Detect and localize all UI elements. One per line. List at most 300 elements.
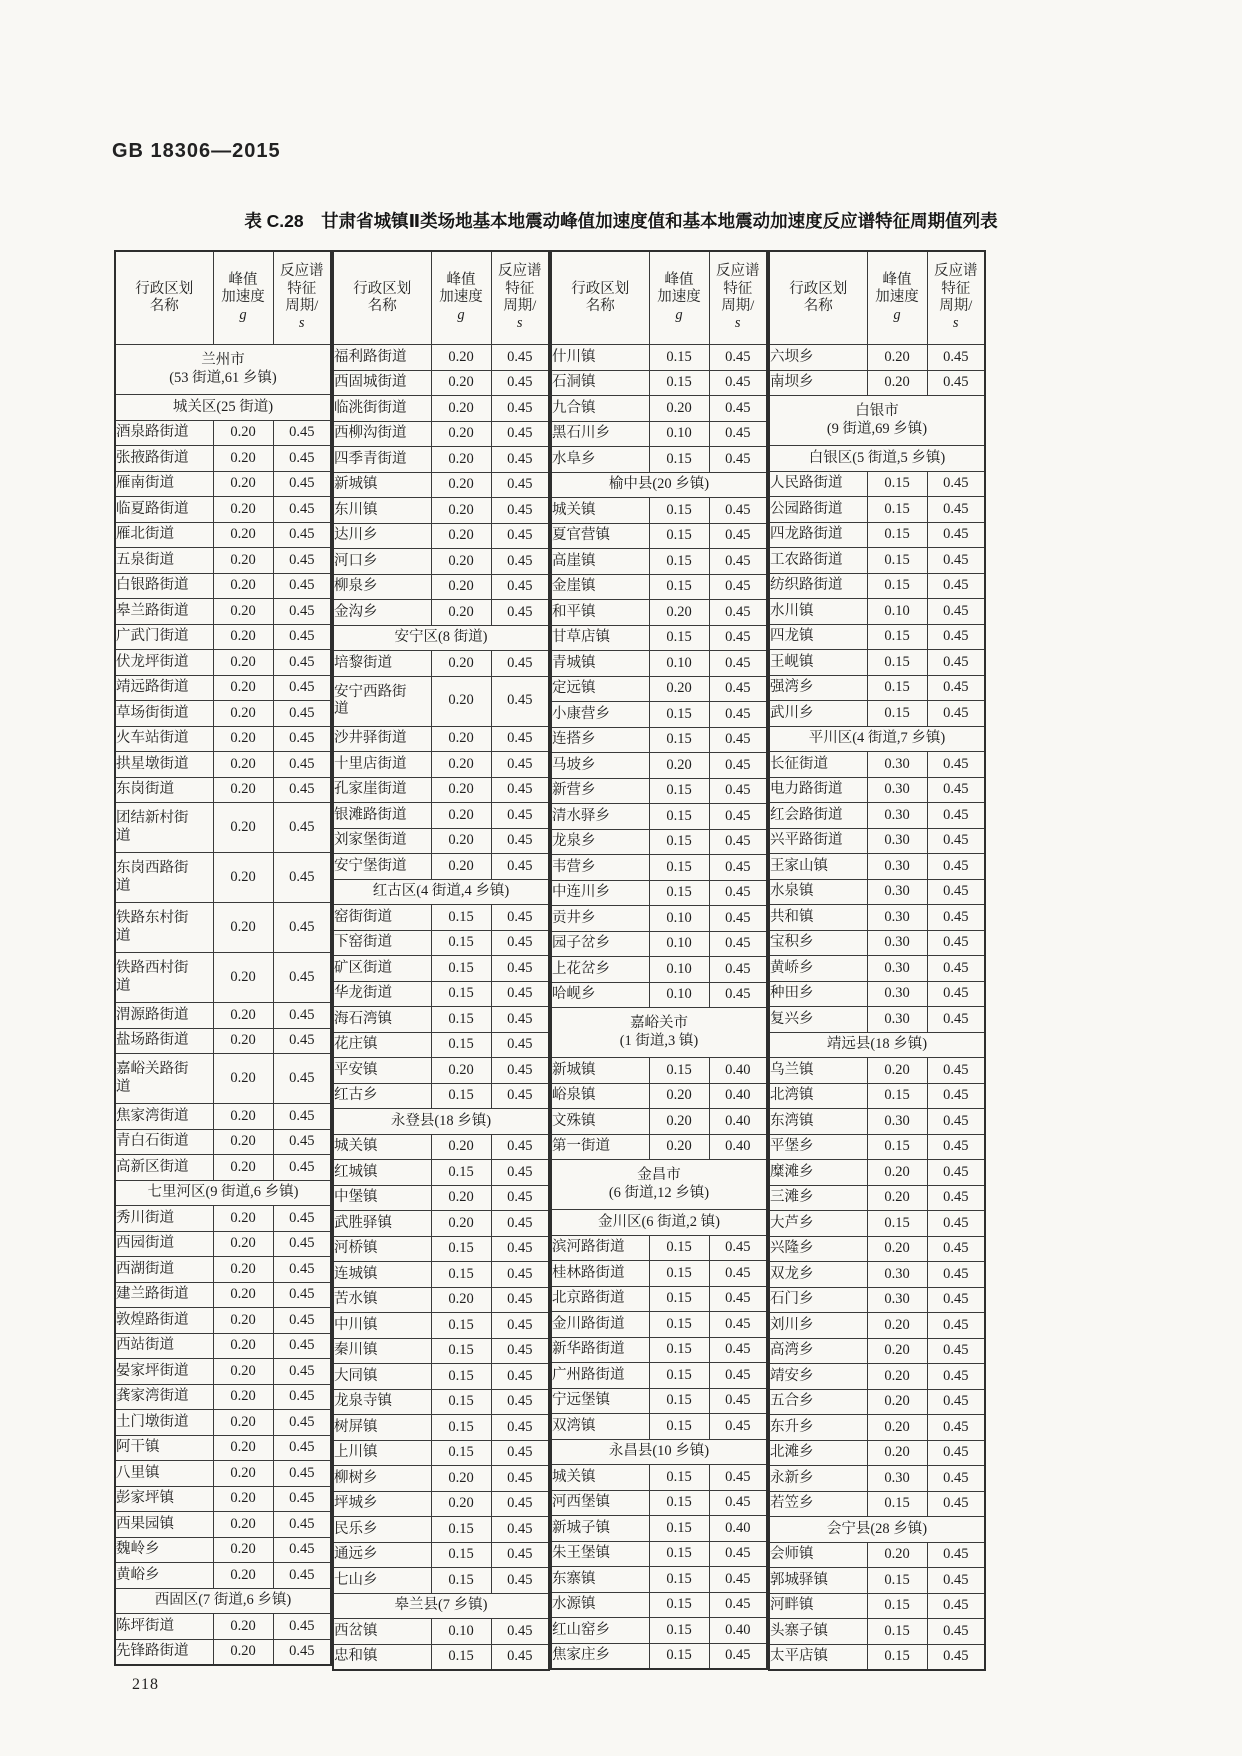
table-row (333, 574, 549, 600)
cell-district-name: 东川镇 (333, 498, 431, 524)
cell-district-name: 福利路街道 (333, 345, 431, 371)
cell-spectrum-period: 0.45 (273, 1054, 331, 1104)
header-cell-spectrum-period: 反应谱 特征 周期/ s (709, 251, 767, 345)
cell-spectrum-period: 0.45 (709, 421, 767, 447)
cell-spectrum-period: 0.45 (927, 1236, 985, 1262)
header-cell-district-name: 行政区划 名称 (333, 251, 431, 345)
cell-district-name: 达川乡 (333, 523, 431, 549)
table-row (333, 549, 549, 575)
cell-district-name: 上川镇 (333, 1440, 431, 1466)
cell-district-name: 峪泉镇 (551, 1083, 649, 1109)
cell-district-name: 皋兰路街道 (115, 599, 213, 625)
cell-spectrum-period: 0.45 (709, 829, 767, 855)
cell-spectrum-period: 0.45 (709, 498, 767, 524)
section-row (769, 1032, 985, 1058)
table-row (551, 625, 767, 651)
table-header-row (551, 251, 767, 345)
table-row (115, 1155, 331, 1181)
cell-spectrum-period: 0.45 (927, 1415, 985, 1441)
cell-peak-acceleration: 0.15 (649, 498, 709, 524)
section-label: 永登县(18 乡镇) (333, 1109, 549, 1135)
cell-district-name: 小康营乡 (551, 702, 649, 728)
cell-spectrum-period: 0.45 (709, 676, 767, 702)
cell-spectrum-period: 0.45 (491, 574, 549, 600)
cell-peak-acceleration: 0.20 (431, 1287, 491, 1313)
cell-peak-acceleration: 0.30 (867, 1109, 927, 1135)
cell-spectrum-period: 0.45 (709, 370, 767, 396)
cell-district-name: 西果园镇 (115, 1512, 213, 1538)
cell-district-name: 石洞镇 (551, 370, 649, 396)
section-label: 兰州市 (53 街道,61 乡镇) (115, 345, 331, 395)
table-row (115, 599, 331, 625)
cell-spectrum-period: 0.45 (273, 1614, 331, 1640)
cell-peak-acceleration: 0.20 (431, 370, 491, 396)
table-row (333, 421, 549, 447)
cell-spectrum-period: 0.45 (709, 523, 767, 549)
table-row (115, 497, 331, 523)
table-row (551, 1134, 767, 1160)
section-label: 嘉峪关市 (1 街道,3 镇) (551, 1008, 767, 1058)
cell-district-name: 强湾乡 (769, 675, 867, 701)
cell-district-name: 北滩乡 (769, 1440, 867, 1466)
cell-district-name: 兴平路街道 (769, 828, 867, 854)
cell-peak-acceleration: 0.15 (431, 981, 491, 1007)
cell-district-name: 城关镇 (551, 498, 649, 524)
cell-spectrum-period: 0.45 (927, 1568, 985, 1594)
cell-spectrum-period: 0.45 (491, 1032, 549, 1058)
cell-district-name: 高新区街道 (115, 1155, 213, 1181)
cell-spectrum-period: 0.45 (491, 981, 549, 1007)
cell-spectrum-period: 0.45 (273, 1231, 331, 1257)
cell-peak-acceleration: 0.20 (867, 1236, 927, 1262)
cell-spectrum-period: 0.45 (491, 828, 549, 854)
cell-district-name: 宝积乡 (769, 930, 867, 956)
cell-peak-acceleration: 0.15 (867, 624, 927, 650)
cell-district-name: 铁路西村街 道 (115, 953, 213, 1003)
cell-district-name: 忠和镇 (333, 1644, 431, 1670)
cell-peak-acceleration: 0.20 (867, 1364, 927, 1390)
cell-peak-acceleration: 0.15 (867, 701, 927, 727)
cell-peak-acceleration: 0.20 (213, 1639, 273, 1665)
cell-spectrum-period: 0.45 (709, 906, 767, 932)
cell-spectrum-period: 0.45 (927, 1338, 985, 1364)
table-row (769, 675, 985, 701)
cell-spectrum-period: 0.45 (709, 1643, 767, 1669)
cell-district-name: 先锋路街道 (115, 1639, 213, 1665)
table-row (333, 981, 549, 1007)
cell-spectrum-period: 0.45 (927, 624, 985, 650)
cell-district-name: 夏官营镇 (551, 523, 649, 549)
cell-district-name: 太平店镇 (769, 1644, 867, 1670)
cell-district-name: 西柳沟街道 (333, 421, 431, 447)
cell-spectrum-period: 0.45 (927, 1185, 985, 1211)
cell-peak-acceleration: 0.20 (213, 1231, 273, 1257)
table-row (769, 956, 985, 982)
table-row (769, 370, 985, 396)
cell-peak-acceleration: 0.30 (867, 828, 927, 854)
table-row (769, 497, 985, 523)
cell-peak-acceleration: 0.20 (431, 600, 491, 626)
cell-district-name: 龙泉寺镇 (333, 1389, 431, 1415)
cell-spectrum-period: 0.45 (491, 1491, 549, 1517)
cell-peak-acceleration: 0.15 (649, 523, 709, 549)
cell-spectrum-period: 0.45 (709, 1235, 767, 1261)
cell-district-name: 平安镇 (333, 1058, 431, 1084)
cell-district-name: 城关镇 (551, 1465, 649, 1491)
cell-district-name: 郭城驿镇 (769, 1568, 867, 1594)
cell-district-name: 工农路街道 (769, 548, 867, 574)
cell-peak-acceleration: 0.15 (867, 1134, 927, 1160)
cell-district-name: 第一街道 (551, 1134, 649, 1160)
cell-spectrum-period: 0.45 (709, 1312, 767, 1338)
table-row (333, 1211, 549, 1237)
cell-spectrum-period: 0.45 (927, 1619, 985, 1645)
section-label: 红古区(4 街道,4 乡镇) (333, 879, 549, 905)
cell-district-name: 广州路街道 (551, 1363, 649, 1389)
cell-district-name: 五泉街道 (115, 548, 213, 574)
cell-district-name: 王家山镇 (769, 854, 867, 880)
cell-spectrum-period: 0.45 (491, 854, 549, 880)
cell-peak-acceleration: 0.20 (213, 1512, 273, 1538)
cell-district-name: 银滩路街道 (333, 803, 431, 829)
cell-peak-acceleration: 0.20 (431, 803, 491, 829)
header-cell-district-name: 行政区划 名称 (551, 251, 649, 345)
cell-district-name: 新城子镇 (551, 1516, 649, 1542)
cell-peak-acceleration: 0.20 (867, 1389, 927, 1415)
cell-spectrum-period: 0.45 (927, 905, 985, 931)
cell-peak-acceleration: 0.20 (431, 854, 491, 880)
cell-district-name: 龚家湾街道 (115, 1384, 213, 1410)
table-row (769, 1109, 985, 1135)
table-row (115, 752, 331, 778)
cell-spectrum-period: 0.45 (927, 1262, 985, 1288)
table-row (551, 523, 767, 549)
cell-peak-acceleration: 0.15 (431, 1262, 491, 1288)
cell-peak-acceleration: 0.10 (649, 651, 709, 677)
cell-spectrum-period: 0.45 (927, 1313, 985, 1339)
table-row (769, 930, 985, 956)
cell-peak-acceleration: 0.20 (213, 522, 273, 548)
table-row (551, 1388, 767, 1414)
section-row (333, 879, 549, 905)
table-row (115, 1639, 331, 1665)
cell-peak-acceleration: 0.20 (213, 599, 273, 625)
cell-spectrum-period: 0.45 (273, 1384, 331, 1410)
table-row (551, 421, 767, 447)
table-row (115, 1384, 331, 1410)
section-label: 会宁县(28 乡镇) (769, 1517, 985, 1543)
cell-spectrum-period: 0.45 (273, 1512, 331, 1538)
cell-spectrum-period: 0.45 (709, 396, 767, 422)
table-row (115, 446, 331, 472)
cell-peak-acceleration: 0.15 (649, 1490, 709, 1516)
cell-district-name: 河口乡 (333, 549, 431, 575)
section-row (115, 1180, 331, 1206)
cell-spectrum-period: 0.45 (491, 651, 549, 677)
table-row (115, 1563, 331, 1589)
cell-peak-acceleration: 0.15 (649, 1363, 709, 1389)
cell-spectrum-period: 0.45 (709, 1337, 767, 1363)
cell-peak-acceleration: 0.15 (649, 625, 709, 651)
table-row (769, 1644, 985, 1670)
table-row (115, 1537, 331, 1563)
cell-district-name: 和平镇 (551, 600, 649, 626)
table-row (769, 777, 985, 803)
table-row (333, 447, 549, 473)
cell-peak-acceleration: 0.15 (649, 778, 709, 804)
table-row (115, 1104, 331, 1130)
cell-peak-acceleration: 0.20 (213, 573, 273, 599)
table-row (769, 1083, 985, 1109)
cell-district-name: 连搭乡 (551, 727, 649, 753)
table-row (769, 854, 985, 880)
cell-district-name: 六坝乡 (769, 345, 867, 371)
table-row (333, 1236, 549, 1262)
cell-district-name: 八里镇 (115, 1461, 213, 1487)
cell-peak-acceleration: 0.15 (431, 1032, 491, 1058)
cell-peak-acceleration: 0.15 (431, 1542, 491, 1568)
cell-spectrum-period: 0.45 (927, 599, 985, 625)
cell-peak-acceleration: 0.30 (867, 1287, 927, 1313)
cell-peak-acceleration: 0.20 (867, 1338, 927, 1364)
cell-district-name: 连城镇 (333, 1262, 431, 1288)
cell-spectrum-period: 0.40 (709, 1058, 767, 1084)
cell-spectrum-period: 0.45 (709, 931, 767, 957)
cell-peak-acceleration: 0.20 (213, 853, 273, 903)
cell-peak-acceleration: 0.10 (867, 599, 927, 625)
cell-peak-acceleration: 0.20 (431, 1185, 491, 1211)
cell-spectrum-period: 0.45 (273, 803, 331, 853)
cell-district-name: 会师镇 (769, 1542, 867, 1568)
cell-spectrum-period: 0.45 (273, 1308, 331, 1334)
cell-spectrum-period: 0.45 (273, 497, 331, 523)
cell-peak-acceleration: 0.20 (649, 676, 709, 702)
table-row (769, 1619, 985, 1645)
cell-peak-acceleration: 0.20 (431, 752, 491, 778)
cell-district-name: 中川镇 (333, 1313, 431, 1339)
cell-district-name: 土门墩街道 (115, 1410, 213, 1436)
table-row (333, 777, 549, 803)
table-row (333, 1517, 549, 1543)
cell-district-name: 水川镇 (769, 599, 867, 625)
cell-peak-acceleration: 0.20 (213, 1129, 273, 1155)
table-row (333, 854, 549, 880)
table-row (769, 1440, 985, 1466)
table-row (333, 1364, 549, 1390)
table-row (551, 829, 767, 855)
cell-spectrum-period: 0.45 (273, 573, 331, 599)
cell-district-name: 清水驿乡 (551, 804, 649, 830)
table-row (115, 1486, 331, 1512)
cell-peak-acceleration: 0.20 (431, 396, 491, 422)
cell-spectrum-period: 0.45 (491, 549, 549, 575)
table-caption: 表 C.28 甘肃省城镇Ⅱ类场地基本地震动峰值加速度值和基本地震动加速度反应谱特征周期值列表 (244, 211, 998, 231)
cell-district-name: 若笠乡 (769, 1491, 867, 1517)
cell-district-name: 敦煌路街道 (115, 1308, 213, 1334)
section-row (115, 1588, 331, 1614)
table-row (769, 1364, 985, 1390)
cell-spectrum-period: 0.45 (491, 905, 549, 931)
cell-spectrum-period: 0.45 (491, 345, 549, 371)
cell-peak-acceleration: 0.15 (649, 855, 709, 881)
cell-district-name: 柳树乡 (333, 1466, 431, 1492)
cell-spectrum-period: 0.45 (927, 370, 985, 396)
cell-spectrum-period: 0.45 (273, 420, 331, 446)
table-row (115, 675, 331, 701)
cell-peak-acceleration: 0.15 (431, 1083, 491, 1109)
cell-spectrum-period: 0.45 (273, 853, 331, 903)
section-row-two-line (769, 396, 985, 446)
cell-district-name: 魏岭乡 (115, 1537, 213, 1563)
table-row (333, 1032, 549, 1058)
cell-district-name: 华龙街道 (333, 981, 431, 1007)
table-row (551, 676, 767, 702)
cell-peak-acceleration: 0.15 (649, 345, 709, 371)
cell-peak-acceleration: 0.20 (213, 1461, 273, 1487)
section-label: 永昌县(10 乡镇) (551, 1439, 767, 1465)
cell-spectrum-period: 0.45 (491, 1160, 549, 1186)
cell-district-name: 南坝乡 (769, 370, 867, 396)
cell-spectrum-period: 0.45 (709, 600, 767, 626)
cell-district-name: 渭源路街道 (115, 1003, 213, 1029)
header-cell-peak-acceleration: 峰值 加速度 g (649, 251, 709, 345)
header-cell-peak-acceleration: 峰值 加速度 g (867, 251, 927, 345)
cell-district-name: 白银路街道 (115, 573, 213, 599)
section-row-two-line (115, 345, 331, 395)
cell-spectrum-period: 0.45 (709, 982, 767, 1008)
cell-peak-acceleration: 0.15 (649, 1592, 709, 1618)
cell-district-name: 通远乡 (333, 1542, 431, 1568)
table-row (551, 1618, 767, 1644)
cell-peak-acceleration: 0.15 (431, 1313, 491, 1339)
table-row (769, 1236, 985, 1262)
cell-district-name: 铁路东村街 道 (115, 903, 213, 953)
cell-peak-acceleration: 0.20 (431, 651, 491, 677)
table-row (333, 676, 549, 726)
cell-district-name: 水阜乡 (551, 447, 649, 473)
cell-district-name: 人民路街道 (769, 471, 867, 497)
table-row (769, 1338, 985, 1364)
table-row (551, 370, 767, 396)
cell-spectrum-period: 0.45 (273, 1257, 331, 1283)
cell-peak-acceleration: 0.20 (431, 1491, 491, 1517)
table-row (115, 522, 331, 548)
cell-district-name: 新华路街道 (551, 1337, 649, 1363)
table-row (551, 498, 767, 524)
cell-spectrum-period: 0.45 (709, 1592, 767, 1618)
table-row (333, 726, 549, 752)
table-row (769, 1211, 985, 1237)
cell-peak-acceleration: 0.20 (213, 497, 273, 523)
cell-district-name: 永新乡 (769, 1466, 867, 1492)
cell-spectrum-period: 0.45 (273, 752, 331, 778)
cell-peak-acceleration: 0.20 (649, 1134, 709, 1160)
cell-spectrum-period: 0.45 (273, 1104, 331, 1130)
table-row (333, 905, 549, 931)
cell-spectrum-period: 0.45 (709, 447, 767, 473)
cell-peak-acceleration: 0.20 (867, 1542, 927, 1568)
cell-district-name: 晏家坪街道 (115, 1359, 213, 1385)
cell-peak-acceleration: 0.15 (649, 1516, 709, 1542)
cell-district-name: 红城镇 (333, 1160, 431, 1186)
cell-district-name: 秦川镇 (333, 1338, 431, 1364)
section-label: 榆中县(20 乡镇) (551, 472, 767, 498)
cell-spectrum-period: 0.45 (927, 956, 985, 982)
cell-peak-acceleration: 0.20 (649, 753, 709, 779)
table-row (551, 1414, 767, 1440)
cell-spectrum-period: 0.45 (491, 472, 549, 498)
cell-district-name: 双湾镇 (551, 1414, 649, 1440)
section-row (115, 395, 331, 421)
cell-district-name: 七山乡 (333, 1568, 431, 1594)
cell-peak-acceleration: 0.30 (867, 777, 927, 803)
cell-peak-acceleration: 0.20 (431, 549, 491, 575)
cell-district-name: 孔家崖街道 (333, 777, 431, 803)
table-row (551, 1465, 767, 1491)
table-row (551, 549, 767, 575)
table-row (551, 600, 767, 626)
cell-spectrum-period: 0.45 (273, 1206, 331, 1232)
seismic-table-group-4 (768, 250, 986, 1671)
cell-district-name: 青白石街道 (115, 1129, 213, 1155)
cell-spectrum-period: 0.45 (273, 1537, 331, 1563)
cell-peak-acceleration: 0.15 (431, 1160, 491, 1186)
cell-district-name: 东湾镇 (769, 1109, 867, 1135)
cell-peak-acceleration: 0.15 (867, 1211, 927, 1237)
table-row (333, 1338, 549, 1364)
table-row (115, 1129, 331, 1155)
cell-district-name: 河畔镇 (769, 1593, 867, 1619)
cell-district-name: 三滩乡 (769, 1185, 867, 1211)
cell-spectrum-period: 0.45 (273, 1563, 331, 1589)
cell-peak-acceleration: 0.20 (431, 447, 491, 473)
cell-peak-acceleration: 0.20 (213, 1486, 273, 1512)
cell-district-name: 雁南街道 (115, 471, 213, 497)
section-row (769, 1517, 985, 1543)
table-row (769, 1415, 985, 1441)
cell-spectrum-period: 0.45 (709, 727, 767, 753)
cell-peak-acceleration: 0.30 (867, 1466, 927, 1492)
cell-peak-acceleration: 0.15 (649, 829, 709, 855)
cell-district-name: 黄峤乡 (769, 956, 867, 982)
cell-spectrum-period: 0.45 (273, 471, 331, 497)
table-row (333, 345, 549, 371)
cell-district-name: 朱王堡镇 (551, 1541, 649, 1567)
cell-peak-acceleration: 0.20 (213, 1333, 273, 1359)
cell-district-name: 东岗街道 (115, 777, 213, 803)
cell-spectrum-period: 0.45 (927, 981, 985, 1007)
table-row (769, 548, 985, 574)
table-row (551, 880, 767, 906)
table-row (115, 1257, 331, 1283)
cell-district-name: 大芦乡 (769, 1211, 867, 1237)
table-row (769, 879, 985, 905)
seismic-table-group-3 (550, 250, 768, 1670)
cell-district-name: 马坡乡 (551, 753, 649, 779)
cell-spectrum-period: 0.45 (927, 1109, 985, 1135)
cell-peak-acceleration: 0.10 (649, 957, 709, 983)
cell-district-name: 武胜驿镇 (333, 1211, 431, 1237)
cell-peak-acceleration: 0.30 (867, 1007, 927, 1033)
table-row (551, 804, 767, 830)
cell-spectrum-period: 0.45 (709, 702, 767, 728)
cell-spectrum-period: 0.45 (491, 1185, 549, 1211)
cell-district-name: 红古乡 (333, 1083, 431, 1109)
cell-district-name: 东岗西路街 道 (115, 853, 213, 903)
cell-peak-acceleration: 0.15 (867, 650, 927, 676)
cell-district-name: 临洮街街道 (333, 396, 431, 422)
table-row (551, 1312, 767, 1338)
